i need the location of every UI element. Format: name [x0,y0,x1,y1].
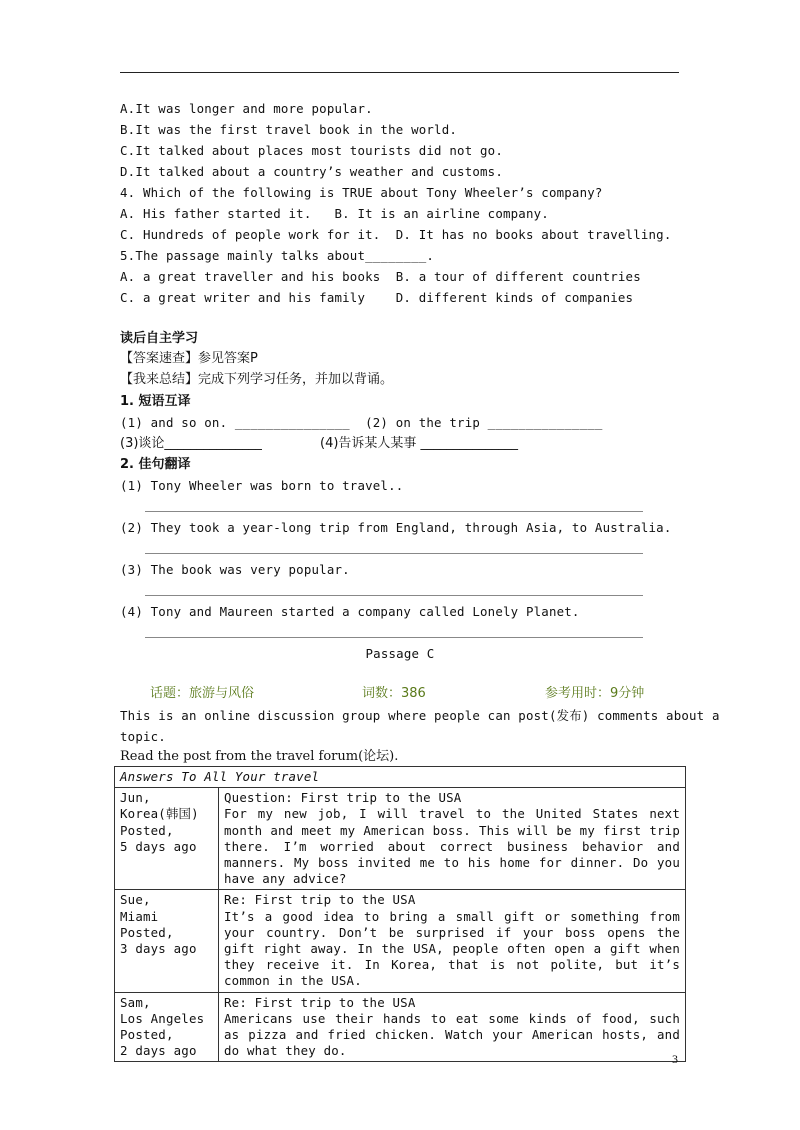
author-location: Los Angeles [120,1010,205,1026]
question-4: 4. Which of the following is TRUE about Tony Wheeler’s company? [120,185,603,200]
question-4-options-row2: C. Hundreds of people work for it. D. It has no books about travelling. [120,227,672,242]
option-3b: B.It was the first travel book in the world. [120,122,458,137]
post-subject: Question: First trip to the USA [224,790,462,806]
topic-label: 话题：旅游与风俗 [150,686,255,701]
posted-time: 2 days ago [120,1043,197,1059]
forum-instruction: Read the post from the travel forum(论坛). [120,749,399,764]
option-3c: C.It talked about places most tourists did not go. [120,143,503,158]
phrase-row-2b: (4)告诉某人某事 _______________ [320,436,519,451]
post-body: It’s a good idea to bring a small gift or something from your country. Don’t be surprised if your boss opens the gift right away. In the USA, people often open a gift when they receive it. In Korea, that is not polite, but it’s common in the USA. [224,908,680,989]
sentence-3: (3) The book was very popular. [120,562,350,577]
answer-line-4 [145,637,643,638]
post-subject: Re: First trip to the USA [224,994,416,1010]
forum-table [114,766,686,1062]
forum-post-row [115,788,686,890]
post-message-cell [219,788,686,890]
question-4-options-row1: A. His father started it. B. It is an airline company. [120,206,549,221]
section-phrase-translation: 1. 短语互译 [120,394,191,409]
phrase-row-2a: (3)谈论_______________ [120,436,262,451]
forum-title: Answers To All Your travel [115,767,686,788]
author-name: Sue, [120,892,151,908]
answer-line-3 [145,595,643,596]
answer-line-2 [145,553,643,554]
posted-label: Posted, [120,924,174,940]
self-study-heading: 读后自主学习 [120,331,199,346]
question-5-options-row1: A. a great traveller and his books B. a tour of different countries [120,269,641,284]
section-sentence-translation: 2. 佳句翻译 [120,457,191,472]
intro-line-2: topic. [120,729,166,744]
posted-label: Posted, [120,822,174,838]
posted-time: 5 days ago [120,838,197,854]
intro-line-1: This is an online discussion group where people can post(发布) comments about a [120,708,720,723]
forum-title-row [115,767,686,788]
answer-line-1 [145,511,643,512]
post-subject: Re: First trip to the USA [224,892,416,908]
author-location: Korea(韩国) [120,806,199,822]
reference-time-label: 参考用时：9分钟 [545,686,645,701]
question-5-options-row2: C. a great writer and his family D. different kinds of companies [120,290,634,305]
option-3d: D.It talked about a country’s weather and customs. [120,164,503,179]
forum-post-row [115,890,686,992]
post-author-cell [115,788,219,890]
post-author-cell [115,890,219,992]
answer-check: 【答案速查】参见答案P [120,351,258,366]
word-count-label: 词数：386 [362,686,426,701]
posted-label: Posted, [120,1027,174,1043]
post-message-cell [219,890,686,992]
author-name: Jun, [120,790,151,806]
post-message-cell [219,992,686,1062]
posted-time: 3 days ago [120,941,197,957]
option-3a: A.It was longer and more popular. [120,101,373,116]
sentence-4: (4) Tony and Maureen started a company called Lonely Planet. [120,604,580,619]
header-rule [120,72,679,73]
forum-post-row [115,992,686,1062]
sentence-1: (1) Tony Wheeler was born to travel.. [120,478,404,493]
post-author-cell [115,992,219,1062]
phrase-row-1: (1) and so on. _______________ (2) on the trip _______________ [120,415,603,430]
summary-instruction: 【我来总结】完成下列学习任务，并加以背诵。 [120,372,394,387]
sentence-2: (2) They took a year-long trip from England, through Asia, to Australia. [120,520,672,535]
post-body: For my new job, I will travel to the United States next month and meet my American boss. This will be my first trip there. I’m worried about correct business behavior and manners. My boss invited me to his home for dinner. Do you have any advice? [224,806,680,887]
page-number: 3 [672,1052,678,1066]
post-body: Americans use their hands to eat some kinds of food, such as pizza and fried chicken. Watch your American hosts, and do what they do. [224,1010,680,1059]
author-name: Sam, [120,994,151,1010]
passage-title: Passage C [365,646,435,661]
question-5: 5.The passage mainly talks about________. [120,248,435,263]
author-location: Miami [120,908,159,924]
